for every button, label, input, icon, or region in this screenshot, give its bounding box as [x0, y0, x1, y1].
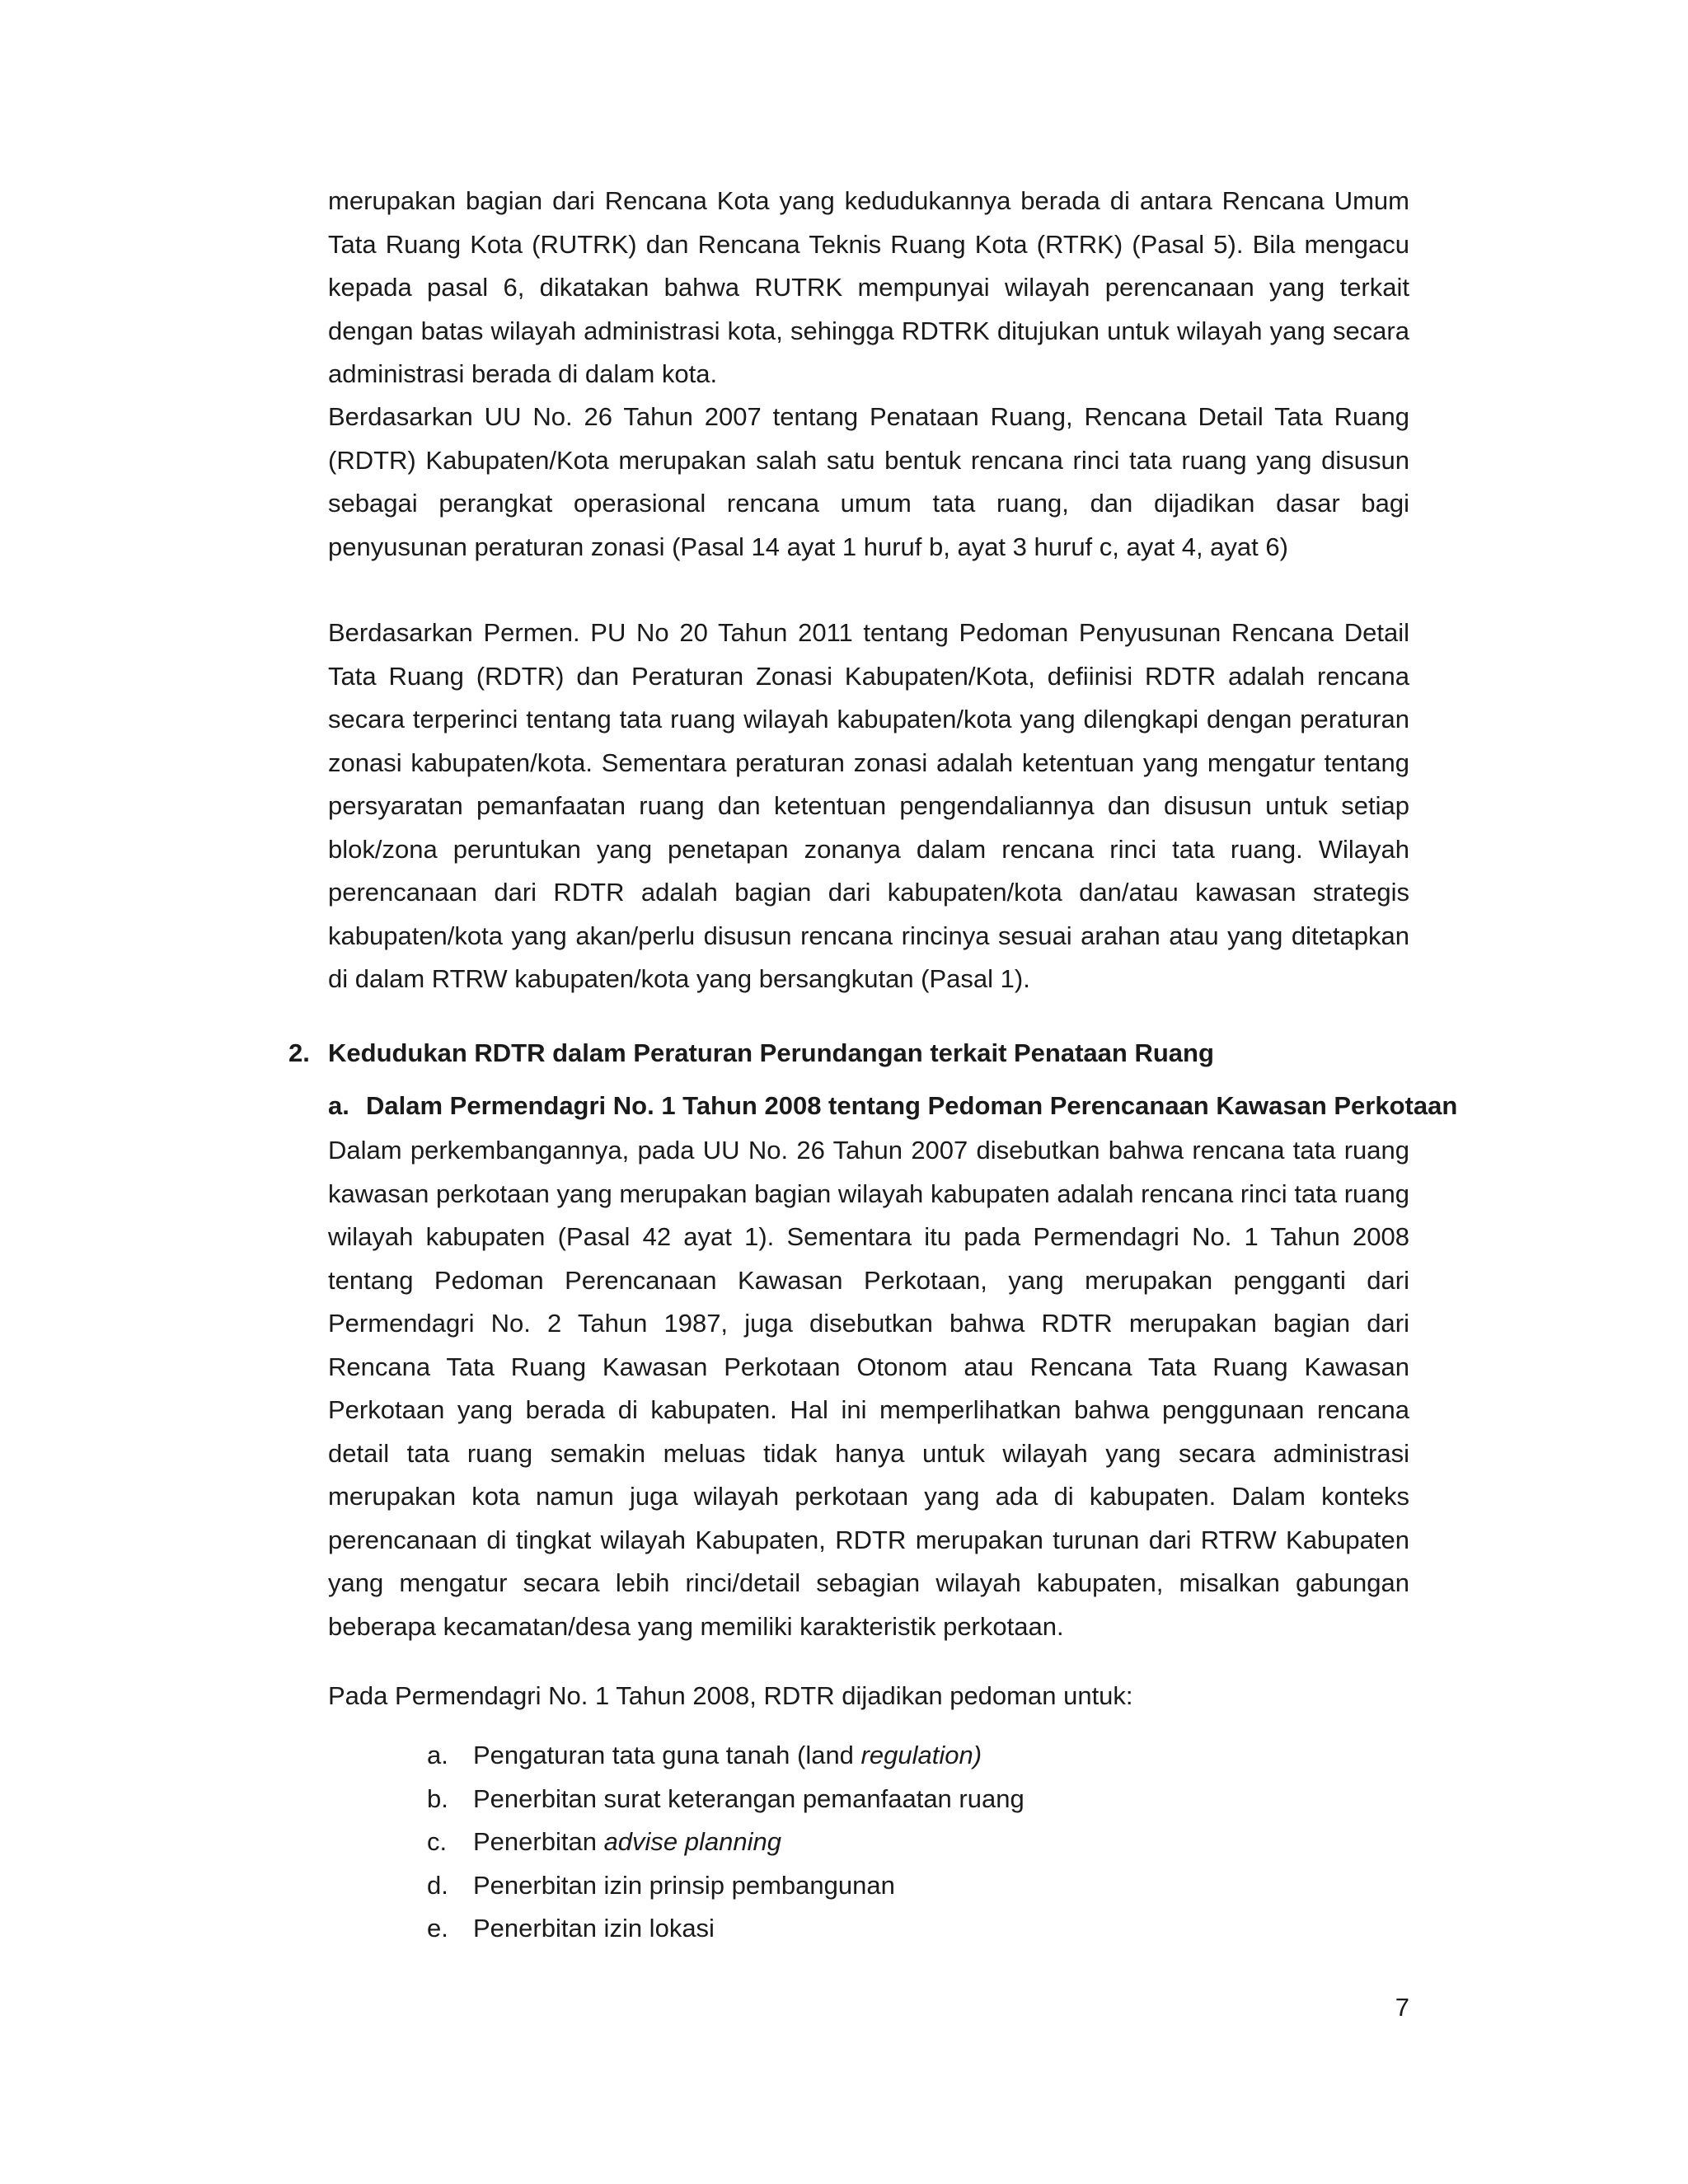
page-number: 7 — [1395, 1993, 1409, 2022]
list-item-text: Penerbitan — [473, 1827, 604, 1856]
list-item-italic: advise planning — [603, 1827, 782, 1856]
subsection-heading-a — [328, 1085, 1458, 1127]
paragraph-uu-26-2007: Berdasarkan UU No. 26 Tahun 2007 tentang Penataan Ruang, Rencana Detail Tata Ruang (RDTR) Kabupaten/Kota merupakan salah satu bentuk rencana rinci tata ruang yang disusun sebagai perangkat operasional rencana umum tata ruang, dan dijadikan dasar bagi penyusunan peraturan zonasi (Pasal 14 ayat 1 huruf b, ayat 3 huruf c, ayat 4, ayat 6) — [328, 402, 1409, 561]
paragraph-permendagri-development: Dalam perkembangannya, pada UU No. 26 Tahun 2007 disebutkan bahwa rencana tata ruang kawasan perkotaan yang merupakan bagian wilayah kabupaten adalah rencana rinci tata ruang wilayah kabupaten (Pasal 42 ayat 1). Sementara itu pada Permendagri No. 1 Tahun 2008 tentang Pedoman Perencanaan Kawasan Perkotaan, yang merupakan pengganti dari Permendagri No. 2 Tahun 1987, juga disebutkan bahwa RDTR merupakan bagian dari Rencana Tata Ruang Kawasan Perkotaan Otonom atau Rencana Tata Ruang Kawasan Perkotaan yang berada di kabupaten. Hal ini memperlihatkan bahwa penggunaan rencana detail tata ruang semakin meluas tidak hanya untuk wilayah yang secara administrasi merupakan kota namun juga wilayah perkotaan yang ada di kabupaten. Dalam konteks perencanaan di tingkat wilayah Kabupaten, RDTR merupakan turunan dari RTRW Kabupaten yang mengatur secara lebih rinci/detail sebagian wilayah kabupaten, misalkan gabungan beberapa kecamatan/desa yang memiliki karakteristik perkotaan. — [328, 1136, 1409, 1641]
list-marker: e. — [427, 1914, 448, 1943]
list-item — [427, 1734, 1408, 1778]
paragraph-permen-pu-20-2011: Berdasarkan Permen. PU No 20 Tahun 2011 tentang Pedoman Penyusunan Rencana Detail Tata Ruang (RDTR) dan Peraturan Zonasi Kabupaten/Kota, defiinisi RDTR adalah rencana secara terperinci tentang tata ruang wilayah kabupaten/kota yang dilengkapi dengan peraturan zonasi kabupaten/kota. Sementara peraturan zonasi adalah ketentuan yang mengatur tentang persyaratan pemanfaatan ruang dan ketentuan pengendaliannya dan disusun untuk setiap blok/zona peruntukan yang penetapan zonanya dalam rencana rinci tata ruang. Wilayah perencanaan dari RDTR adalah bagian dari kabupaten/kota dan/atau kawasan strategis kabupaten/kota yang akan/perlu disusun rencana rincinya sesuai arahan atau yang ditetapkan di dalam RTRW kabupaten/kota yang bersangkutan (Pasal 1). — [328, 618, 1409, 993]
list-item — [427, 1864, 1408, 1908]
list-marker: b. — [427, 1783, 448, 1813]
subsection-number: a. — [328, 1091, 349, 1120]
pedoman-list — [427, 1734, 1408, 1951]
list-marker: a. — [427, 1741, 448, 1769]
paragraph-rdtrk-position: merupakan bagian dari Rencana Kota yang kedudukannya berada di antara Rencana Umum Tata Ruang Kota (RUTRK) dan Rencana Teknis Ruang Kota (RTRK) (Pasal 5). Bila mengacu kepada pasal 6, dikatakan bahwa RUTRK mempunyai wilayah perencanaan yang terkait dengan batas wilayah administrasi kota, sehingga RDTRK ditujukan untuk wilayah yang secara administrasi berada di dalam kota. — [328, 186, 1409, 388]
subsection-title: Dalam Permendagri No. 1 Tahun 2008 tentang Pedoman Perencanaan Kawasan Perkotaan — [366, 1091, 1458, 1120]
section-heading-2 — [288, 1032, 1409, 1075]
list-item-text: Penerbitan izin prinsip pembangunan — [473, 1870, 895, 1900]
list-item-text: Pengaturan tata guna tanah (land — [473, 1741, 861, 1769]
list-item — [427, 1778, 1408, 1821]
section-number: 2. — [288, 1038, 310, 1067]
list-marker: d. — [427, 1870, 448, 1900]
list-item-text: Penerbitan izin lokasi — [473, 1914, 715, 1943]
list-item — [427, 1907, 1408, 1951]
list-marker: c. — [427, 1827, 448, 1856]
list-item — [427, 1821, 1408, 1864]
paragraph-list-intro: Pada Permendagri No. 1 Tahun 2008, RDTR dijadikan pedoman untuk: — [328, 1681, 1133, 1710]
list-item-italic: regulation) — [860, 1741, 982, 1769]
list-item-text: Penerbitan surat keterangan pemanfaatan ruang — [473, 1783, 1025, 1813]
section-title: Kedudukan RDTR dalam Peraturan Perundangan terkait Penataan Ruang — [328, 1038, 1214, 1067]
